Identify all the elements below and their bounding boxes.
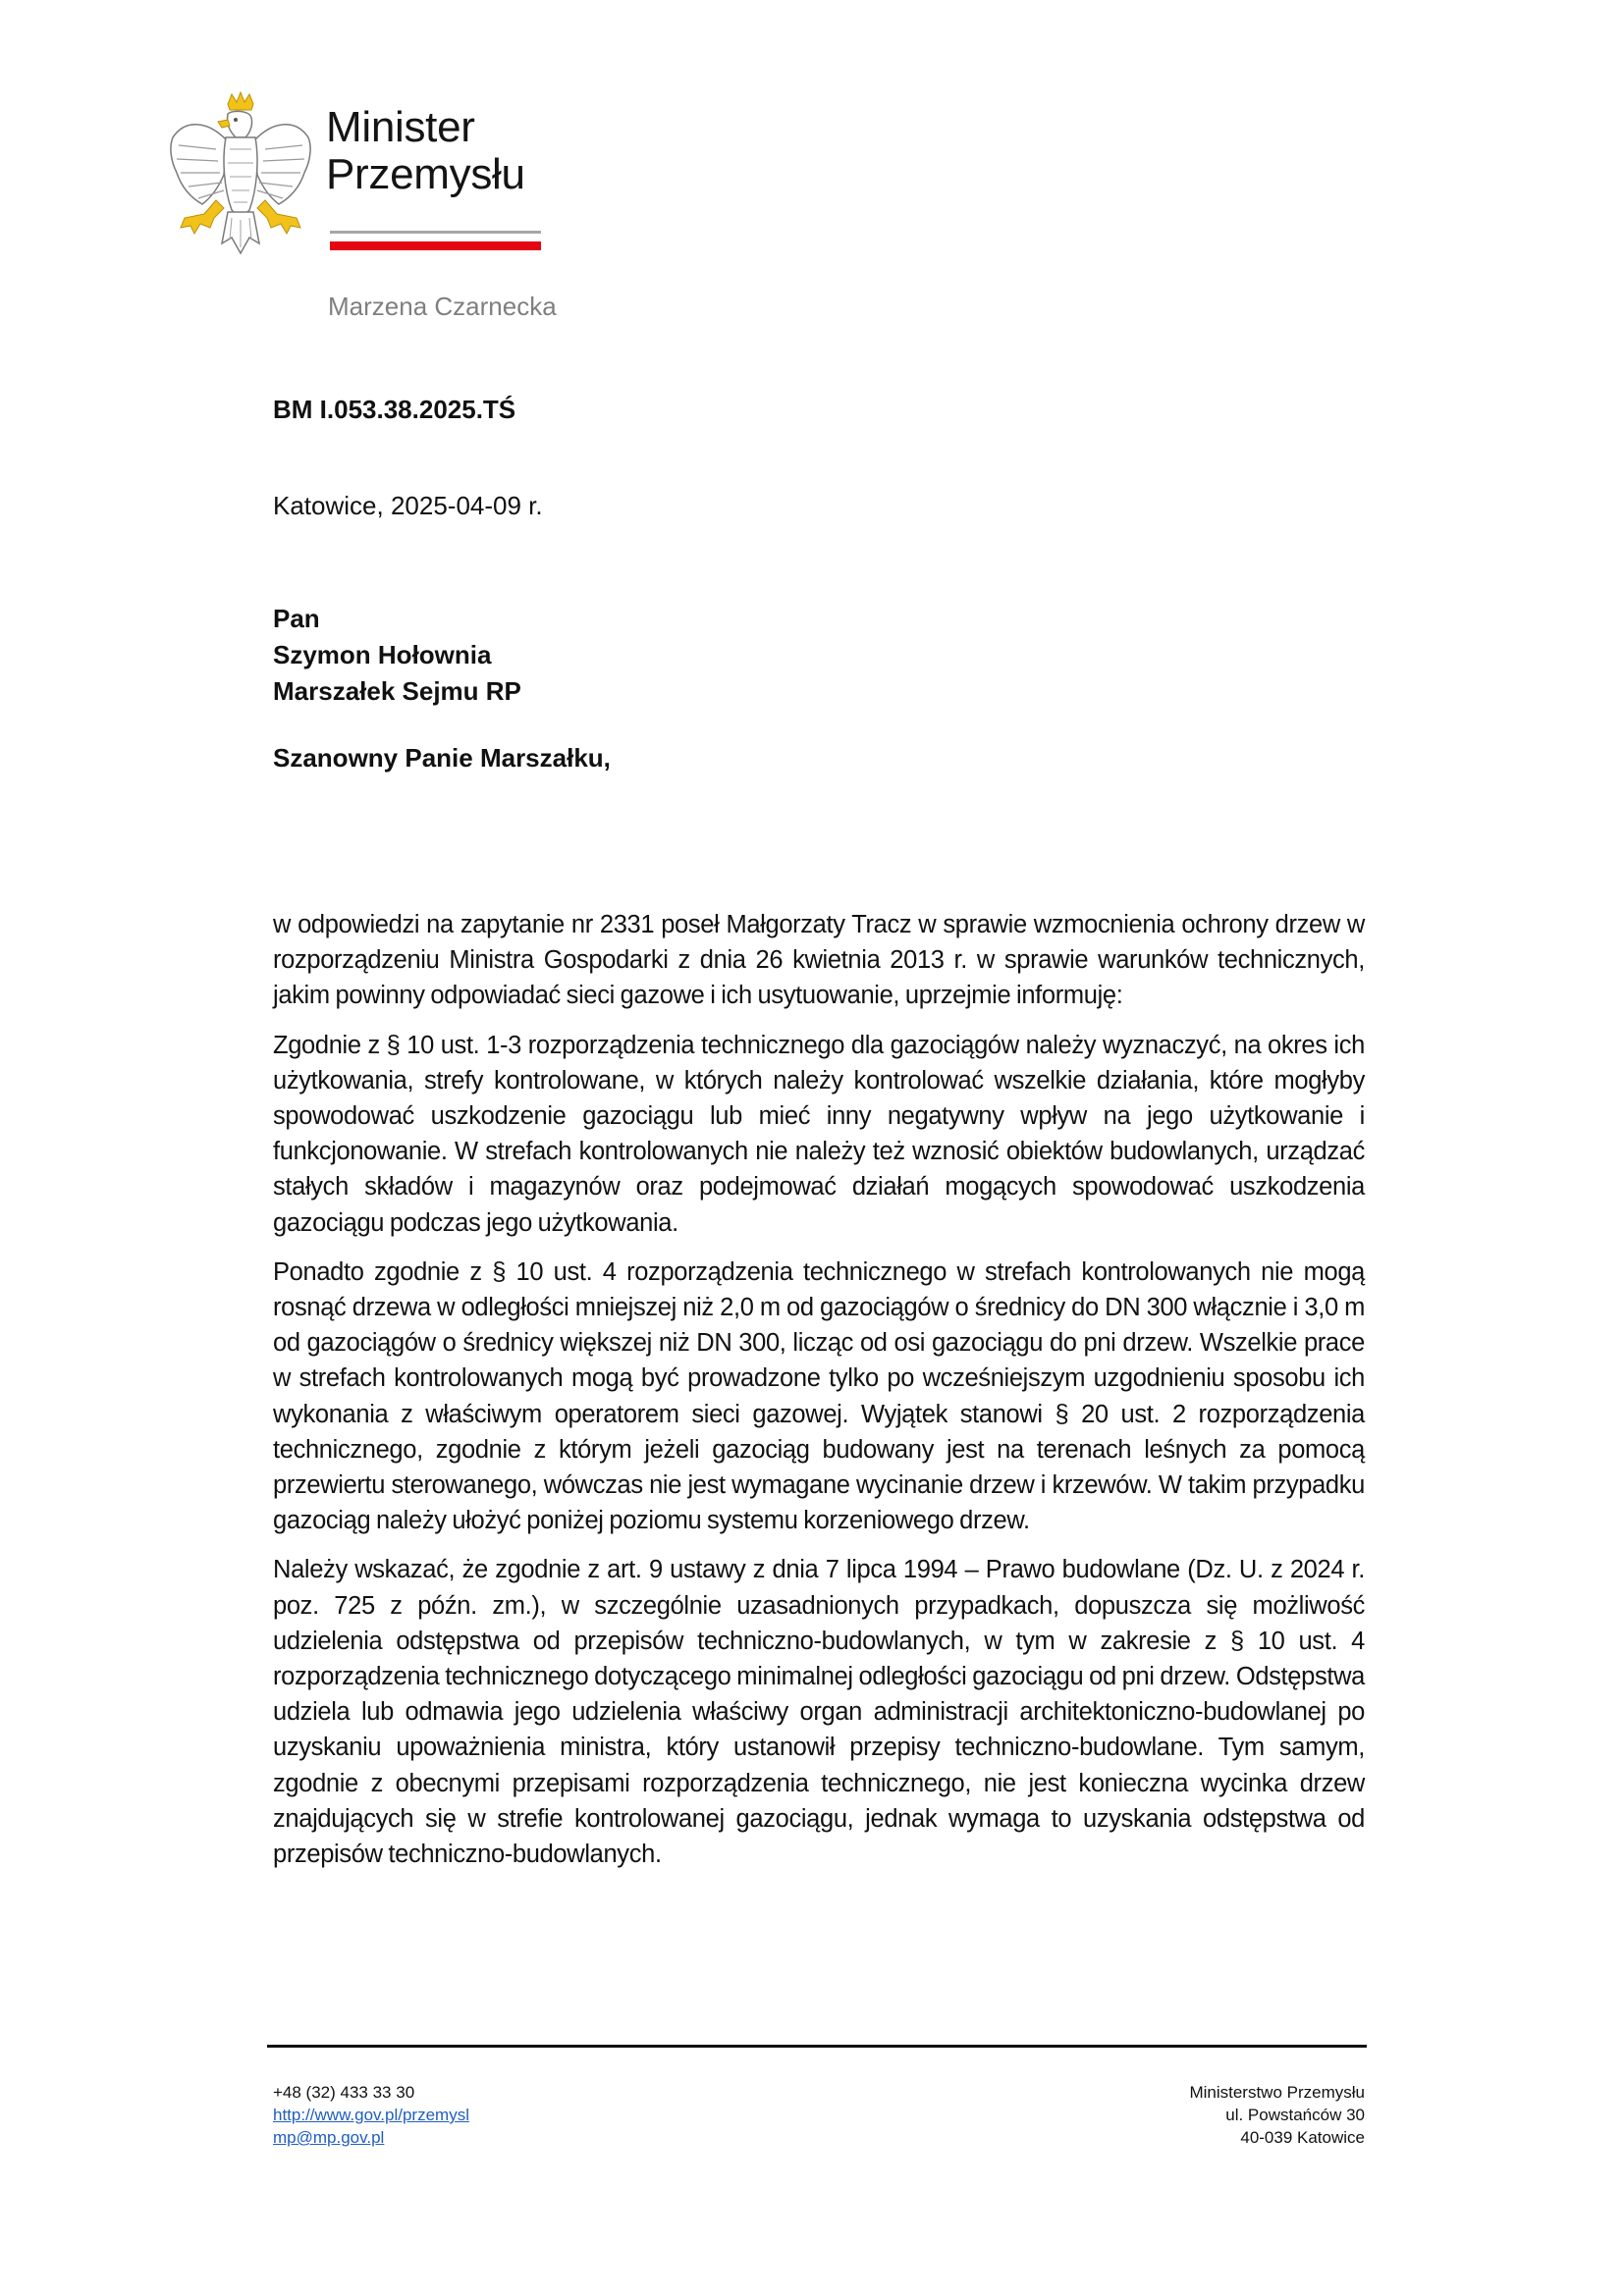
letter-body xyxy=(273,907,1365,1886)
letterhead-white-stripe xyxy=(330,231,541,234)
letterhead-red-stripe xyxy=(330,241,541,250)
addressee-name: Szymon Hołownia xyxy=(273,640,492,669)
footer-phone: +48 (32) 433 33 30 xyxy=(273,2083,415,2102)
footer-org-name: Ministerstwo Przemysłu xyxy=(1189,2083,1365,2102)
addressee-position: Marszałek Sejmu RP xyxy=(273,676,521,706)
footer-contact xyxy=(273,2081,469,2149)
footer-website-link[interactable]: http://www.gov.pl/przemysl xyxy=(273,2106,469,2124)
salutation: Szanowny Panie Marszałku, xyxy=(273,743,611,773)
polish-eagle-emblem-icon xyxy=(167,90,314,257)
body-paragraph: Ponadto zgodnie z § 10 ust. 4 rozporządzenia technicznego w strefach kontrolowanych nie mogą rosnąć drzewa w odległości mniejszej niż 2,0 m od gazociągów o średnicy do DN 300 włącznie i 3,0 m od gazociągów o średnicy większej niż DN 300, licząc od osi gazociągu do pni drzew. Wszelkie prace w strefach kontrolowanych mogą być prowadzone tylko po wcześniejszym uzgodnieniu sposobu ich wykonania z właściwym operatorem sieci gazowej. Wyjątek stanowi § 20 ust. 2 rozporządzenia technicznego, zgodnie z którym jeżeli gazociąg budowany jest na terenach leśnych za pomocą przewiertu sterowanego, wówczas nie jest wymagane wycinanie drzew i krzewów. W takim przypadku gazociąg należy ułożyć poniżej poziomu systemu korzeniowego drzew. xyxy=(273,1257,1365,1535)
body-paragraph: Należy wskazać, że zgodnie z art. 9 ustawy z dnia 7 lipca 1994 – Prawo budowlane (Dz. U. z 2024 r. poz. 725 z późn. zm.), w szczególnie uzasadnionych przypadkach, dopuszcza się możliwość udzielenia odstępstwa od przepisów techniczno-budowlanych, w tym w zakresie z § 10 ust. 4 rozporządzenia technicznego dotyczącego minimalnej odległości gazociągu od pni drzew. Odstępstwa udziela lub odmawia jego udzielenia właściwy organ administracji architektoniczno-budowlanej po uzyskaniu upoważnienia ministra, który ustanowił przepisy techniczno-budowlane. Tym samym, zgodnie z obecnymi przepisami rozporządzenia technicznego, nie jest konieczna wycinka drzew znajdujących się w strefie kontrolowanej gazociągu, jednak wymaga to uzyskania odstępstwa od przepisów techniczno-budowlanych. xyxy=(273,1556,1365,1869)
footer-street: ul. Powstańców 30 xyxy=(1225,2106,1365,2124)
addressee-title: Pan xyxy=(273,604,320,633)
footer-divider xyxy=(267,2045,1367,2048)
minister-name: Marzena Czarnecka xyxy=(328,292,557,321)
footer-city: 40-039 Katowice xyxy=(1240,2128,1365,2147)
place-and-date: Katowice, 2025-04-09 r. xyxy=(273,491,543,520)
addressee-block xyxy=(273,601,521,710)
body-paragraph: w odpowiedzi na zapytanie nr 2331 poseł Małgorzaty Tracz w sprawie wzmocnienia ochrony drzew w rozporządzeniu Ministra Gospodarki z dnia 26 kwietnia 2013 r. w sprawie warunków technicznych, jakim powinny odpowiadać sieci gazowe i ich usytuowanie, uprzejmie informuję: xyxy=(273,911,1365,1010)
letterhead-title-line2: Przemysłu xyxy=(326,150,525,198)
document-reference-number: BM I.053.38.2025.TŚ xyxy=(273,395,516,424)
letterhead-title-line1: Minister xyxy=(326,103,475,151)
footer-address xyxy=(1189,2081,1365,2149)
letterhead-title xyxy=(326,104,525,198)
footer-email-link[interactable]: mp@mp.gov.pl xyxy=(273,2128,385,2147)
body-paragraph: Zgodnie z § 10 ust. 1-3 rozporządzenia technicznego dla gazociągów należy wyznaczyć, na okres ich użytkowania, strefy kontrolowane, w których należy kontrolować wszelkie działania, które mogłyby spowodować uszkodzenie gazociągu lub mieć inny negatywny wpływ na jego użytkowanie i funkcjonowanie. W strefach kontrolowanych nie należy też wznosić obiektów budowlanych, urządzać stałych składów i magazynów oraz podejmować działań mogących spowodować uszkodzenia gazociągu podczas jego użytkowania. xyxy=(273,1031,1365,1237)
